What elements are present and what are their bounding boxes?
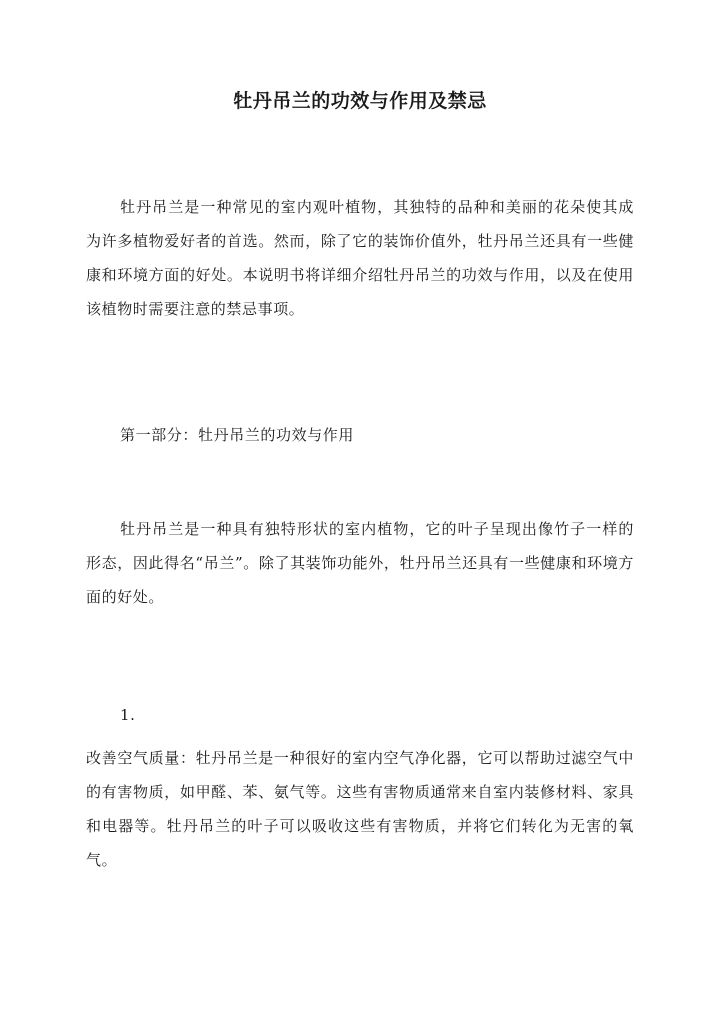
intro-paragraph: 牡丹吊兰是一种常见的室内观叶植物，其独特的品种和美丽的花朵使其成为许多植物爱好者的首选。然而，除了它的装饰价值外，牡丹吊兰还具有一些健康和环境方面的好处。本说明书将详细介绍牡丹吊兰的功效与作用，以及在使用该植物时需要注意的禁忌事项。 bbox=[86, 198, 634, 318]
list-item-number: 1. bbox=[120, 706, 136, 724]
section-intro-paragraph: 牡丹吊兰是一种具有独特形状的室内植物，它的叶子呈现出像竹子一样的形态，因此得名“吊兰”。除了其装饰功能外，牡丹吊兰还具有一些健康和环境方面的好处。 bbox=[86, 520, 634, 606]
section-heading: 第一部分：牡丹吊兰的功效与作用 bbox=[120, 426, 355, 444]
list-item-text: 改善空气质量：牡丹吊兰是一种很好的室内空气净化器，它可以帮助过滤空气中的有害物质，如甲醛、苯、氨气等。这些有害物质通常来自室内装修材料、家具和电器等。牡丹吊兰的叶子可以吸收这些有害物质，并将它们转化为无害的氧气。 bbox=[86, 749, 634, 869]
page-title: 牡丹吊兰的功效与作用及禁忌 bbox=[233, 90, 487, 112]
